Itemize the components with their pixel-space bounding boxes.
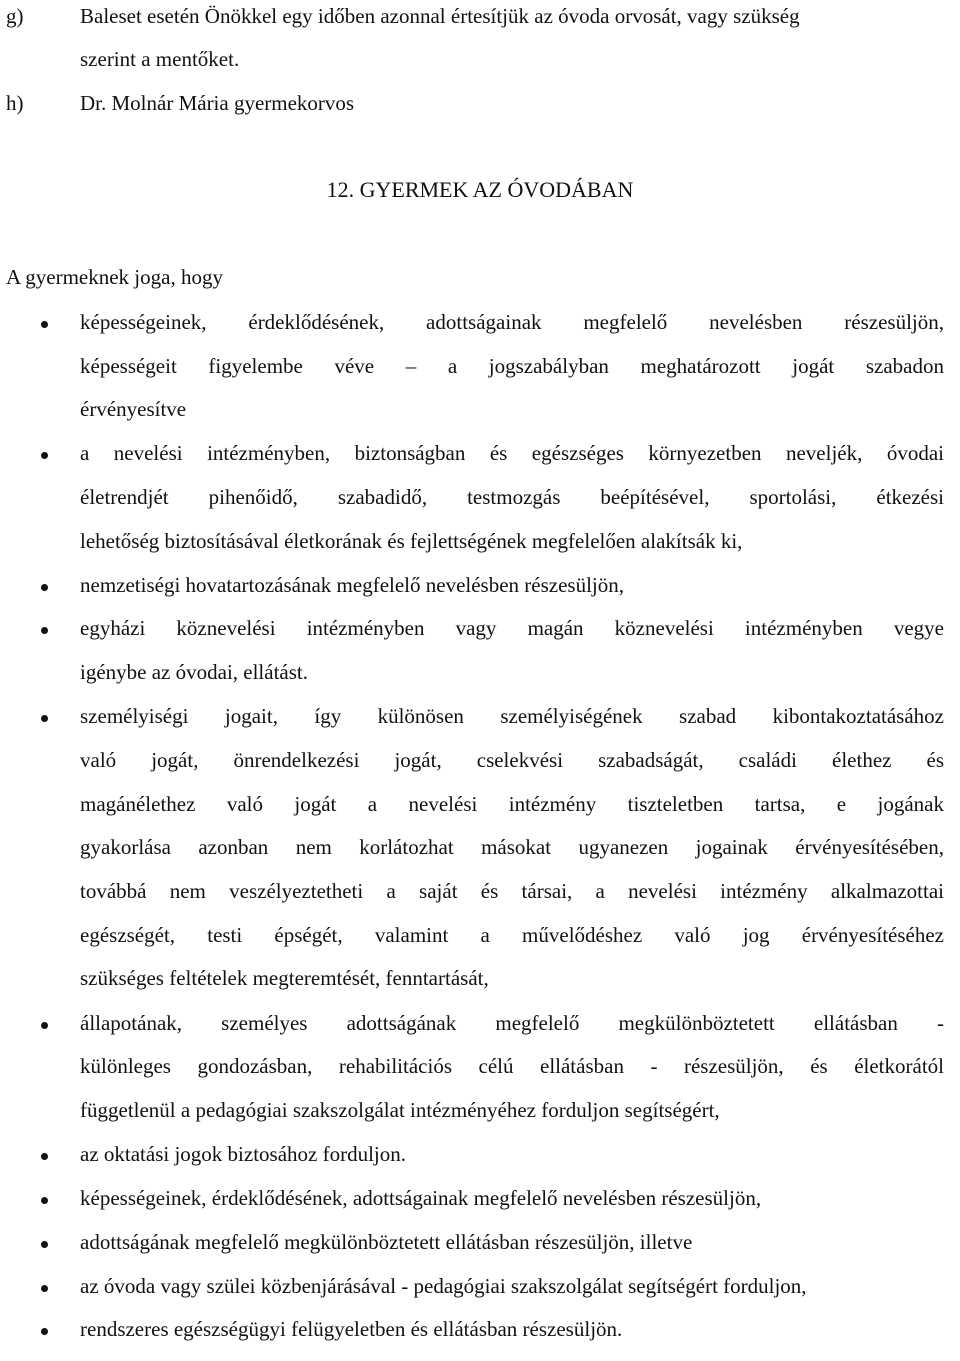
bullet-dot (41, 627, 48, 634)
bullet-dot (41, 1241, 48, 1248)
list-marker-h: h) (6, 91, 24, 115)
bullet-5-line-4: gyakorlása azonban nem korlátozhat másokat ugyanezen jogainak érvényesítésében, (80, 835, 944, 859)
bullet-5-line-1: személyiségi jogait, így különösen személyiségének szabad kibontakoztatásához (80, 704, 944, 728)
bullet-4-line-2: igénybe az óvodai, ellátást. (80, 660, 308, 684)
bullet-4-line-1: egyházi köznevelési intézményben vagy magán köznevelési intézményben vegye (80, 616, 944, 640)
bullet-11-line-1: rendszeres egészségügyi felügyeletben és ellátásban részesüljön. (80, 1317, 623, 1341)
bullet-5-line-7: szükséges feltételek megteremtését, fenntartását, (80, 966, 489, 990)
bullet-dot (41, 452, 48, 459)
bullet-dot (41, 584, 48, 591)
bullet-6-line-1: állapotának, személyes adottságának megfelelő megkülönböztetett ellátásban - (80, 1011, 944, 1035)
bullet-dot (41, 1153, 48, 1160)
bullet-9-line-1: adottságának megfelelő megkülönböztetett ellátásban részesüljön, illetve (80, 1230, 693, 1254)
bullet-7-line-1: az oktatási jogok biztosához forduljon. (80, 1142, 407, 1166)
bullet-dot (41, 715, 48, 722)
bullet-2-line-3: lehetőség biztosításával életkorának és fejlettségének megfelelően alakítsák ki, (80, 529, 743, 553)
bullet-6-line-2: különleges gondozásban, rehabilitációs célú ellátásban - részesüljön, és életkorától (80, 1054, 944, 1078)
bullet-8-line-1: képességeinek, érdeklődésének, adottságainak megfelelő nevelésben részesüljön, (80, 1186, 762, 1210)
bullet-dot (41, 1197, 48, 1204)
bullet-5-line-2: való jogát, önrendelkezési jogát, cselekvési szabadságát, családi élethez és (80, 748, 944, 772)
intro-h-line: Dr. Molnár Mária gyermekorvos (80, 91, 355, 115)
section-heading: 12. GYERMEK AZ ÓVODÁBAN (326, 177, 634, 202)
bullet-dot (41, 1328, 48, 1335)
bullet-1-line-2: képességeit figyelembe véve – a jogszabályban meghatározott jogát szabadon (80, 354, 944, 378)
list-marker-g: g) (6, 4, 24, 28)
bullet-2-line-2: életrendjét pihenőidő, szabadidő, testmozgás beépítésével, sportolási, étkezési (80, 485, 944, 509)
bullet-6-line-3: függetlenül a pedagógiai szakszolgálat intézményéhez forduljon segítségért, (80, 1098, 720, 1122)
bullet-5-line-3: magánélethez való jogát a nevelési intézmény tiszteletben tartsa, e jogának (80, 792, 944, 816)
bullet-5-line-5: továbbá nem veszélyeztetheti a saját és társai, a nevelési intézmény alkalmazottai (80, 879, 944, 903)
bullet-dot (41, 321, 48, 328)
bullet-10-line-1: az óvoda vagy szülei közbenjárásával - pedagógiai szakszolgálat segítségért forduljon, (80, 1274, 807, 1298)
bullet-2-line-1: a nevelési intézményben, biztonságban és egészséges környezetben neveljék, óvodai (80, 441, 944, 465)
bullet-5-line-6: egészségét, testi épségét, valamint a művelődéshez való jog érvényesítéséhez (80, 923, 944, 947)
section-lead: A gyermeknek joga, hogy (6, 265, 223, 289)
bullet-1-line-3: érvényesítve (80, 397, 187, 421)
intro-g-line-2: szerint a mentőket. (80, 47, 240, 71)
bullet-dot (41, 1285, 48, 1292)
bullet-1-line-1: képességeinek, érdeklődésének, adottságainak megfelelő nevelésben részesüljön, (80, 310, 944, 334)
intro-g-line-1: Baleset esetén Önökkel egy időben azonnal értesítjük az óvoda orvosát, vagy szükség (80, 4, 800, 28)
bullet-dot (41, 1022, 48, 1029)
bullet-3-line-1: nemzetiségi hovatartozásának megfelelő nevelésben részesüljön, (80, 573, 625, 597)
